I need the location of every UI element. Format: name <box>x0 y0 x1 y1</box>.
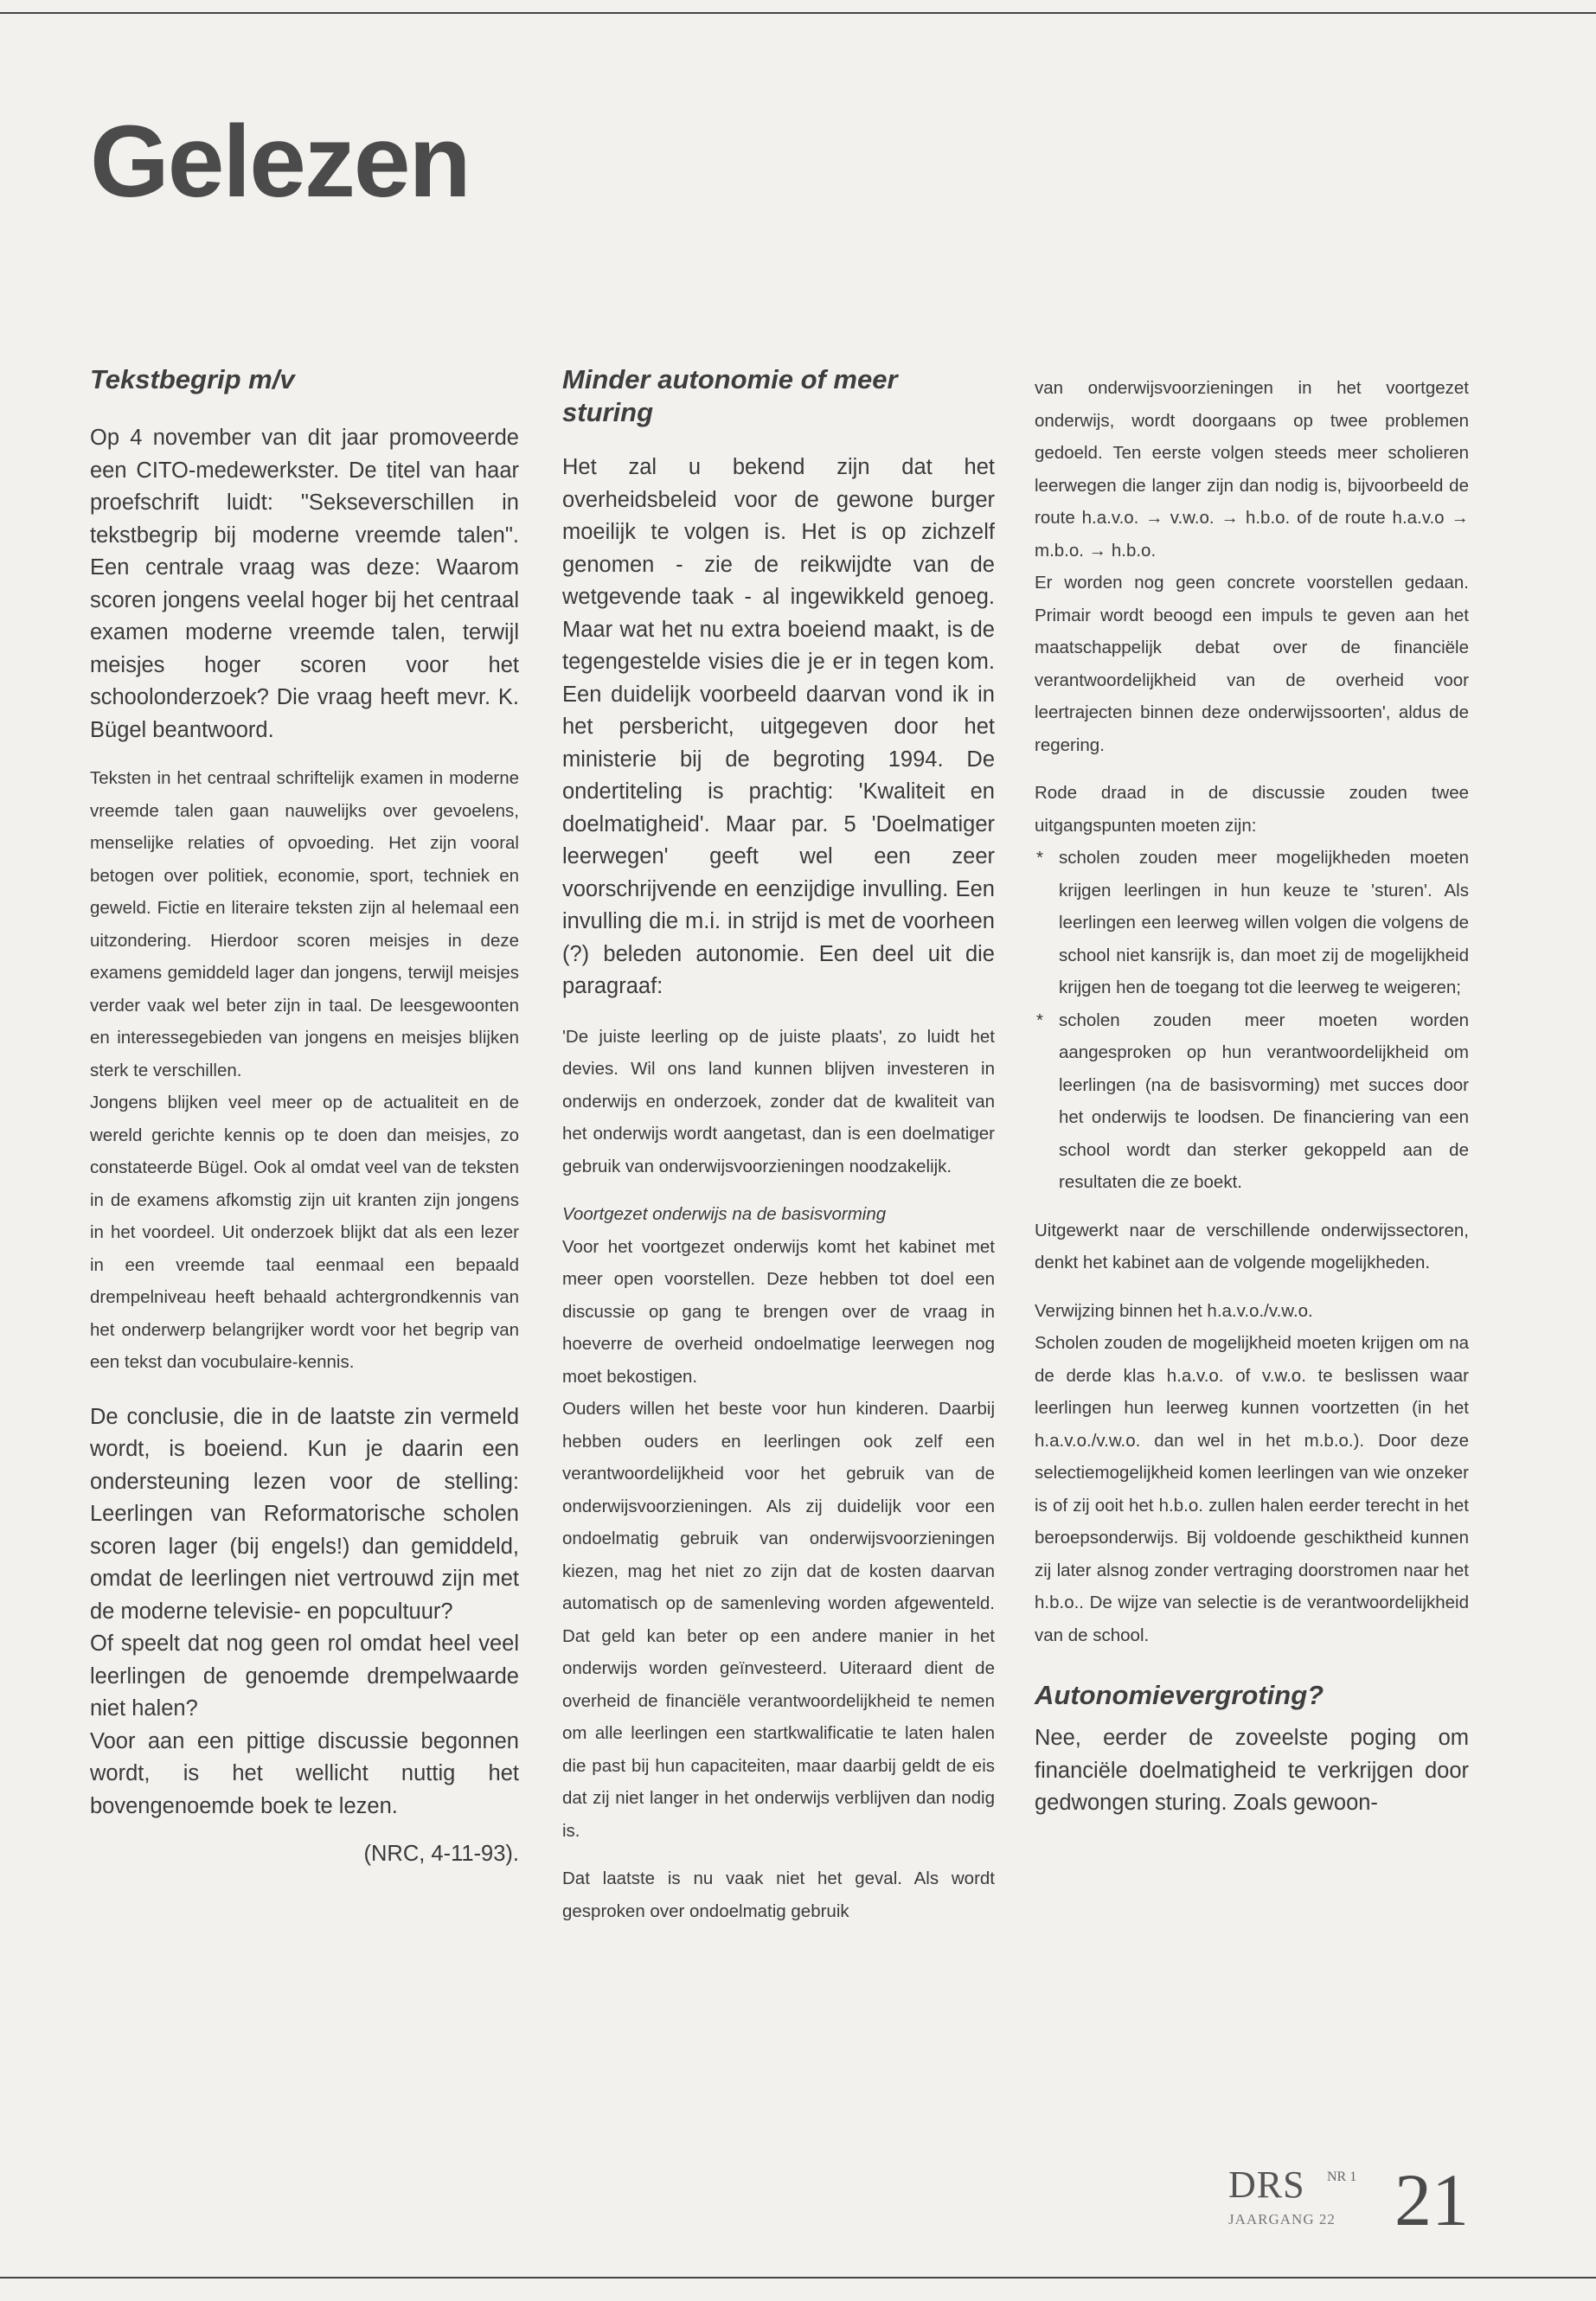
quote-paragraph: 'De juiste leerling op de juiste plaats', zo luidt het devies. Wil ons land kunnen blijven investeren in onderwijs en onderzoek, zonder dat de kwaliteit van het onderwijs wordt aangetast, dan is een doelmatiger gebruik van onderwijsvoorzieningen noodzakelijk. <box>562 1026 995 1176</box>
conclusion-paragraph: Of speelt dat nog geen rol omdat heel veel leerlingen de genoemde drempelwaarde niet halen? <box>90 1631 519 1721</box>
conclusion-paragraph: De conclusie, die in de laatste zin vermeld wordt, is boeiend. Kun je daarin een ondersteuning lezen voor de stelling: Leerlingen van Reformatorische scholen scoren lager (bij engels!) dan gemiddeld, omdat de leerlingen niet vertrouwd zijn met de moderne televisie- en popcultuur? <box>90 1404 519 1624</box>
paragraph: Scholen zouden de mogelijkheid moeten krijgen om na de derde klas h.a.v.o. of v.w.o. te beslissen waar leerlingen hun leerweg kunnen voortzetten (in het h.a.v.o./v.w.o. dan wel in het m.b.o.). Door deze selectiemogelijkheid komen leerlingen van wie onzeker is of zij ooit het h.b.o. zullen halen eerder terecht in het beroepsonderwijs. Bij voldoende geschiktheid kunnen zij later alsnog zonder vertraging doorstromen naar het h.b.o.. De wijze van selectie is de verantwoordelijkheid van de school. <box>1035 1333 1469 1645</box>
issue-number: NR 1 <box>1327 2170 1357 2184</box>
bullet-list <box>1035 842 1469 1199</box>
paragraph: Verwijzing binnen het h.a.v.o./v.w.o. <box>1035 1300 1313 1321</box>
article-heading-tekstbegrip: Tekstbegrip m/v <box>90 364 295 394</box>
quote-paragraph: Voor het voortgezet onderwijs komt het kabinet met meer open voorstellen. Deze hebben tot doel een discussie op gang te brengen over de vraag in hoeverre de overheid ondoelmatige leerwegen nog moet bekostigen. <box>562 1236 995 1387</box>
quote-paragraph: Jongens blijken veel meer op de actualiteit en de wereld gerichte kennis op te doen dan meisjes, zo constateerde Bügel. Ook al omdat veel van de teksten in de examens afkomstig zijn uit kranten zijn jongens in het voordeel. Uit onderzoek blijkt dat als een lezer in een vreemde taal eenmaal een bepaald drempelniveau heeft behaald achtergrondkennis van het onderwerp belangrijker wordt voor het begrip van een tekst dan vocubulaire-kennis. <box>90 1093 519 1372</box>
column-continuation <box>1035 372 1469 1820</box>
source-citation: (NRC, 4-11-93). <box>363 1842 519 1866</box>
magazine-name: DRS <box>1228 2163 1305 2206</box>
intro-paragraph: Het zal u bekend zijn dat het overheidsbeleid voor de gewone burger moeilijk te volgen is. Het is op zichzelf genomen - zie de reikwijdte van de wetgevende taak - al ingewikkeld genoeg. Maar wat het nu extra boeiend maakt, is de tegengestelde visies die je er in tegen kom. Een duidelijk voorbeeld daarvan vond ik in het persbericht, uitgegeven door het ministerie bij de begroting 1994. De ondertiteling is prachtig: 'Kwaliteit en doelmatigheid'. Maar par. 5 'Doelmatiger leerwegen' geeft wel een zeer voorschrijvende en eenzijdige invulling. Een invulling die m.i. in strijd is met de voorheen (?) beleden autonomie. Een deel uit die paragraaf: <box>562 455 995 998</box>
closing-paragraph: Nee, eerder de zoveelste poging om financiële doelmatigheid te verkrijgen door gedwongen sturing. Zoals gewoon- <box>1035 1726 1469 1815</box>
quote-paragraph: Dat laatste is nu vaak niet het geval. Als wordt gesproken over ondoelmatig gebruik <box>562 1868 995 1921</box>
page-footer <box>1228 2158 1479 2241</box>
page-number: 21 <box>1394 2158 1469 2241</box>
bullet-item: * scholen zouden meer mogelijkheden moeten krijgen leerlingen in hun keuze te 'sturen'. Als leerlingen een leerweg willen volgen die volgens de school niet kansrijk is, dan moet zij de mogelijkheid krijgen hen de toegang tot die leerweg te weigeren; <box>1035 842 1469 1004</box>
bottom-rule <box>0 2277 1596 2279</box>
conclusion-paragraph: Voor aan een pittige discussie begonnen wordt, is het wellicht nuttig het bovengenoemde boek te lezen. <box>90 1728 519 1818</box>
column-tekstbegrip <box>90 363 519 1871</box>
bullet-item: * scholen zouden meer moeten worden aangesproken op hun verantwoordelijkheid om leerlingen (na de basisvorming) met succes door het onderwijs te loodsen. De financiering van een school wordt dan sterker gekoppeld aan de resultaten die ze boekt. <box>1035 1004 1469 1199</box>
quote-paragraph: Ouders willen het beste voor hun kinderen. Daarbij hebben ouders en leerlingen ook zelf een verantwoordelijkheid voor het gebruik van de onderwijsvoorzieningen. Als zij duidelijk voor een ondoelmatig gebruik van onderwijsvoorzieningen kiezen, mag het niet zo zijn dat de kosten daarvan automatisch op de samenleving worden afgewenteld. Dat geld kan beter op een andere manier in het onderwijs worden geïnvesteerd. Uiteraard dient de overheid de financiële verantwoordelijkheid te nemen om alle leerlingen een startkwalificatie te laten halen die past bij hun capaciteiten, maar daarbij geldt de eis dat zij niet langer in het onderwijs verblijven dan nodig is. <box>562 1399 995 1841</box>
intro-paragraph: Op 4 november van dit jaar promoveerde een CITO-medewerkster. De titel van haar proefschrift luidt: "Sekseverschillen in tekstbegrip bij moderne vreemde talen". Een centrale vraag was deze: Waarom scoren jongens veelal hoger bij het centraal examen moderne vreemde talen, terwijl meisjes hoger scoren voor het schoolonderzoek? Die vraag heeft mevr. K. Bügel beantwoord. <box>90 426 519 742</box>
paragraph: Rode draad in de discussie zouden twee uitgangspunten moeten zijn: <box>1035 783 1469 836</box>
top-rule <box>0 12 1596 14</box>
article-heading-autonomievergroting: Autonomievergroting? <box>1035 1680 1324 1710</box>
page-title: Gelezen <box>90 105 470 219</box>
quote-subheading: Voortgezet onderwijs na de basisvorming <box>562 1204 887 1224</box>
article-heading-minder-autonomie: Minder autonomie of meer sturing <box>562 364 898 427</box>
column-minder-autonomie <box>562 363 995 1927</box>
volume-label: JAARGANG 22 <box>1228 2211 1336 2227</box>
quote-paragraph: Teksten in het centraal schriftelijk examen in moderne vreemde talen gaan nauwelijks over gevoelens, menselijke relaties of opvoeding. Het zijn vooral betogen over politiek, economie, sport, techniek en geweld. Fictie en literaire teksten zijn al helemaal een uitzondering. Hierdoor scoren meisjes in deze examens gemiddeld lager dan jongens, terwijl meisjes verder vaak wel beter zijn in taal. De leesgewoonten en interessegebieden van jongens en meisjes blijken sterk te verschillen. <box>90 768 519 1080</box>
paragraph: Uitgewerkt naar de verschillende onderwijssectoren, denkt het kabinet aan de volgende mogelijkheden. <box>1035 1220 1469 1272</box>
quote-paragraph: Er worden nog geen concrete voorstellen gedaan. Primair wordt beoogd een impuls te geven aan het maatschappelijk debat over de financiële verantwoordelijkheid van de overheid voor leertrajecten binnen deze onderwijssoorten', aldus de regering. <box>1035 573 1469 755</box>
quote-paragraph: van onderwijsvoorzieningen in het voortgezet onderwijs, wordt doorgaans op twee problemen gedoeld. Ten eerste volgen steeds meer scholieren leerwegen die langer zijn dan nodig is, bijvoorbeeld de route h.a.v.o. → v.w.o. → h.b.o. of de route h.a.v.o → m.b.o. → h.b.o. <box>1035 378 1469 561</box>
